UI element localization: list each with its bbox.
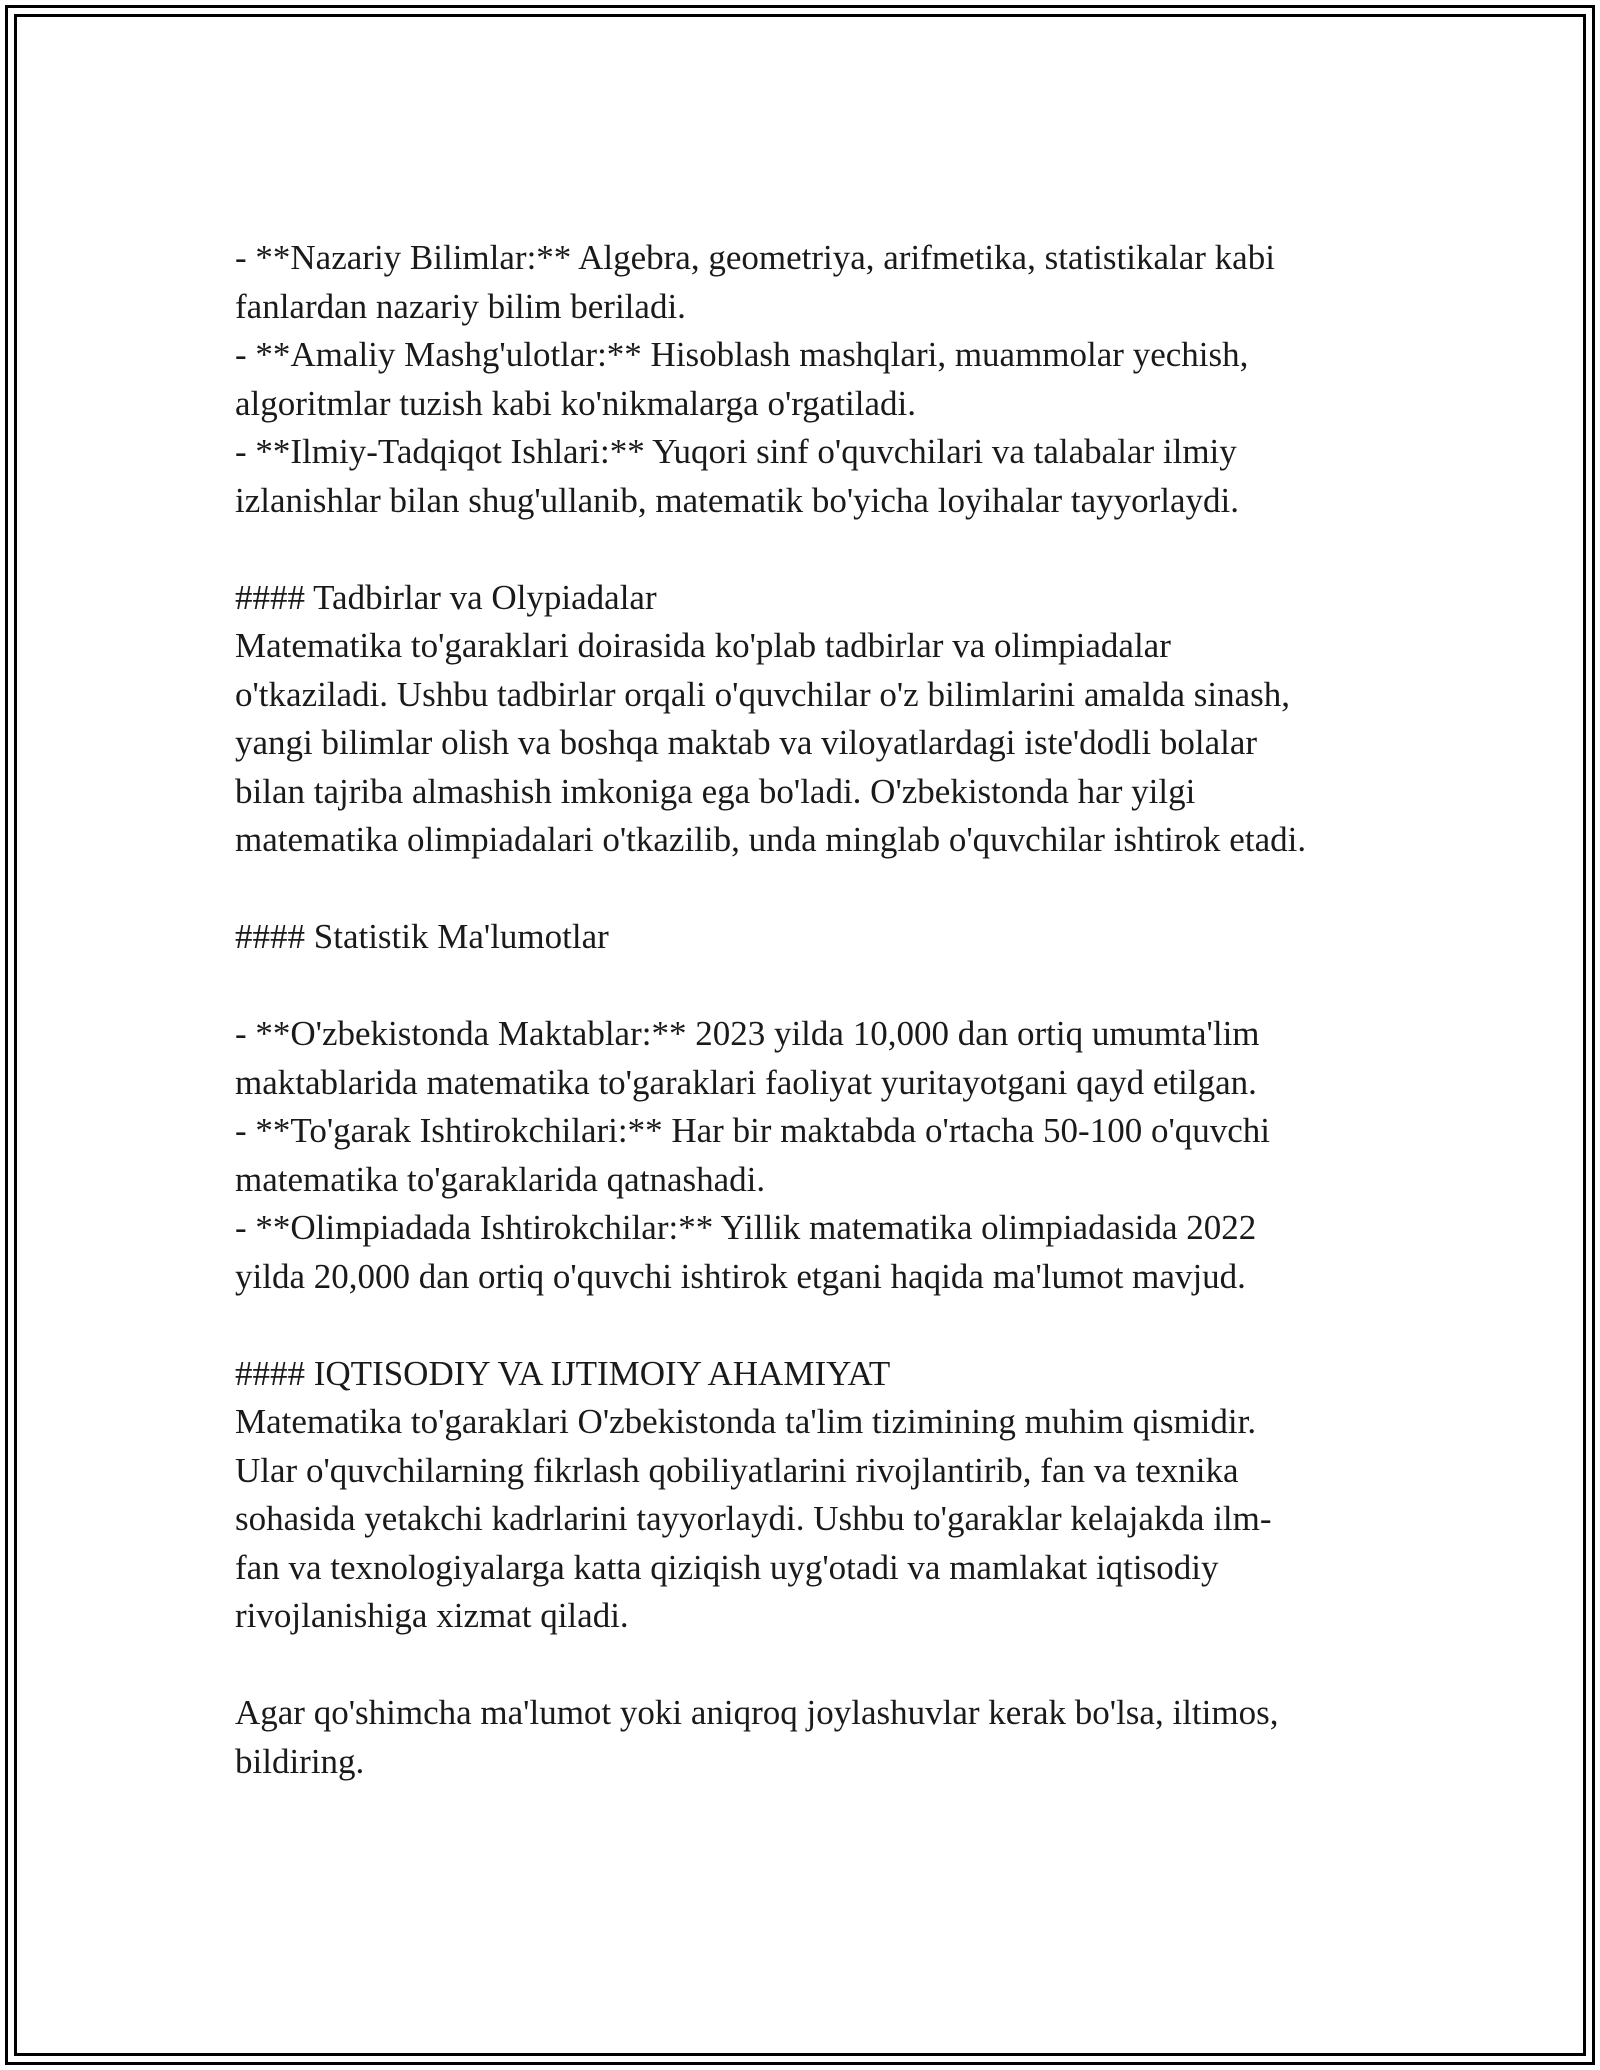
text-line: sohasida yetakchi kadrlarini tayyorlaydi. Ushbu to'garaklar kelajakda ilm- [235,1499,1272,1538]
text-line: Agar qo'shimcha ma'lumot yoki aniqroq joylashuvlar kerak bo'lsa, iltimos, [235,1693,1279,1732]
section-heading-statistics: #### Statistik Ma'lumotlar [235,917,609,956]
text-line: Matematika to'garaklari doirasida ko'plab tadbirlar va olimpiadalar [235,626,1171,665]
text-line: matematika to'garaklarida qatnashadi. [235,1159,766,1199]
section-heading-events: #### Tadbirlar va Olypiadalar [235,577,657,617]
text-line: - **Nazariy Bilimlar:** Algebra, geometriya, arifmetika, statistikalar kabi [235,238,1275,277]
text-line: bildiring. [235,1741,365,1781]
text-line: Ular o'quvchilarning fikrlash qobiliyatlarini rivojlantirib, fan va texnika [235,1450,1239,1490]
text-line: maktablarida matematika to'garaklari faoliyat yuritayotgani qayd etilgan. [235,1062,1257,1102]
text-line: - **Ilmiy-Tadqiqot Ishlari:** Yuqori sinf o'quvchilari va talabalar ilmiy [235,432,1237,471]
blank-line [235,525,1375,574]
blank-line [235,962,1375,1011]
section-heading-economic: #### IQTISODIY VA IJTIMOIY AHAMIYAT [235,1353,891,1393]
text-line: - **Amaliy Mashg'ulotlar:** Hisoblash mashqlari, muammolar yechish, [235,335,1249,374]
document-body [235,234,1375,1786]
text-line: - **To'garak Ishtirokchilari:** Har bir maktabda o'rtacha 50-100 o'quvchi [235,1111,1271,1150]
text-line: fanlardan nazariy bilim beriladi. [235,286,686,326]
text-line: o'tkaziladi. Ushbu tadbirlar orqali o'quvchilar o'z bilimlarini amalda sinash, [235,674,1291,714]
text-line: bilan tajriba almashish imkoniga ega bo'ladi. O'zbekistonda har yilgi [235,771,1196,811]
text-line: fan va texnologiyalarga katta qiziqish uyg'otadi va mamlakat iqtisodiy [235,1547,1219,1587]
text-line: algoritmlar tuzish kabi ko'nikmalarga o'rgatiladi. [235,383,917,423]
blank-line [235,1641,1375,1690]
text-line: yangi bilimlar olish va boshqa maktab va viloyatlardagi iste'dodli bolalar [235,723,1258,762]
blank-line [235,865,1375,914]
text-line: rivojlanishiga xizmat qiladi. [235,1596,629,1635]
text-line: matematika olimpiadalari o'tkazilib, unda minglab o'quvchilar ishtirok etadi. [235,820,1307,859]
blank-line [235,1301,1375,1350]
text-line: - **O'zbekistonda Maktablar:** 2023 yilda 10,000 dan ortiq umumta'lim [235,1014,1260,1053]
text-line: - **Olimpiadada Ishtirokchilar:** Yillik matematika olimpiadasida 2022 [235,1208,1257,1247]
text-line: izlanishlar bilan shug'ullanib, matematik bo'yicha loyihalar tayyorlaydi. [235,480,1240,520]
text-line: yilda 20,000 dan ortiq o'quvchi ishtirok etgani haqida ma'lumot mavjud. [235,1256,1246,1296]
text-line: Matematika to'garaklari O'zbekistonda ta'lim tizimining muhim qismidir. [235,1402,1257,1441]
